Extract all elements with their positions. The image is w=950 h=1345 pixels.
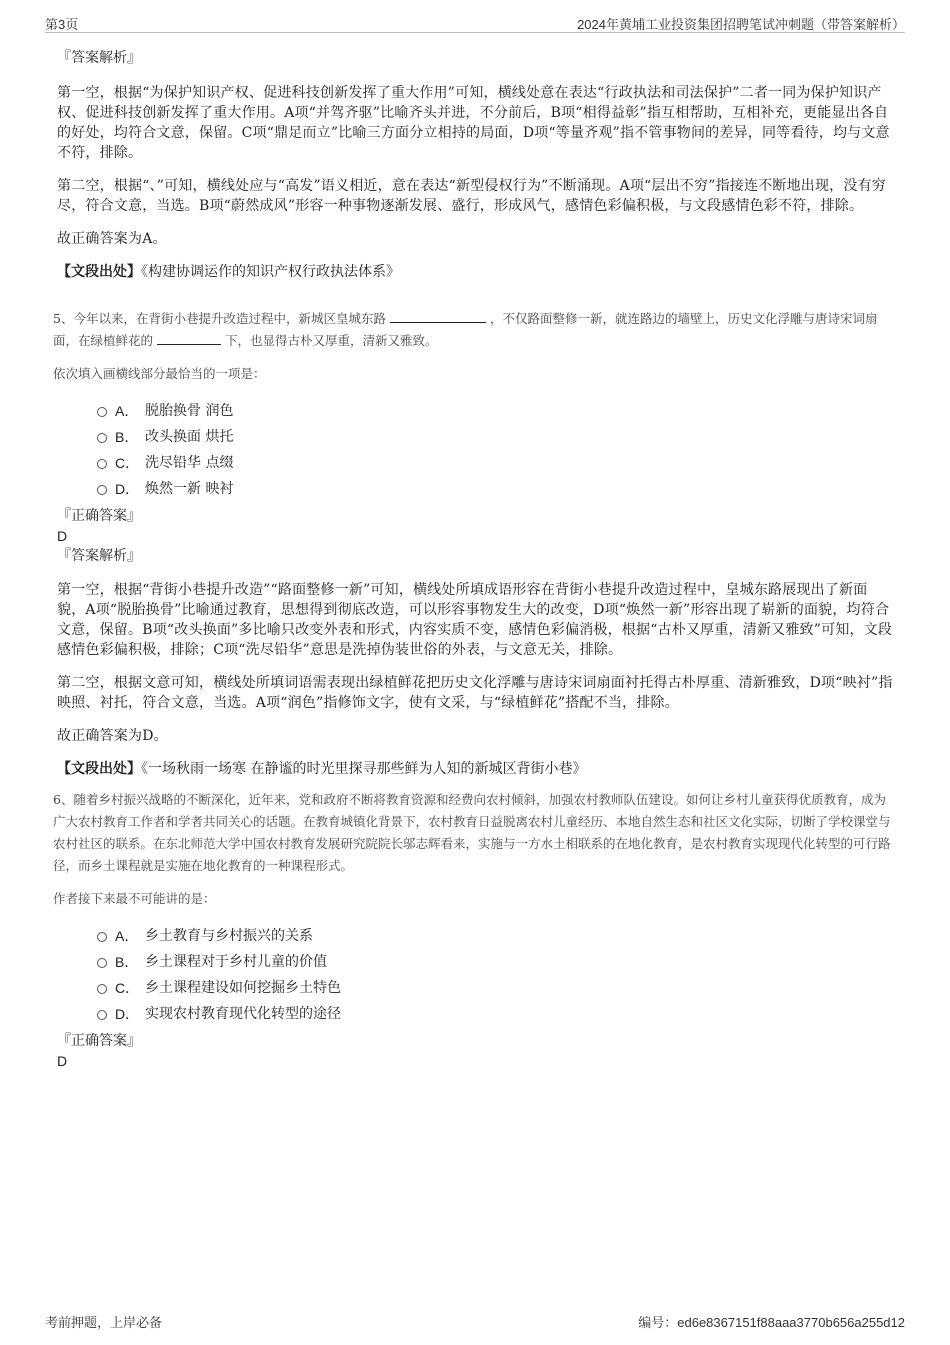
document-id: 编号：ed6e8367151f88aaa3770b656a255d12 <box>638 1315 905 1330</box>
question-stem: 6、随着乡村振兴战略的不断深化，近年来，党和政府不断将教育资源和经费向农村倾斜，加强农村教师队伍建设。如何让乡村儿童获得优质教育，成为广大农村教育工作者和学者共同关心的话题。在教育城镇化背景下，农村教育日益脱离农村儿童经历、本地自然生态和社区文化实际，切断了学校课堂与农村社区的联系。在东北师范大学中国农村教育发展研究院院长邬志辉看来，实施与一方水土相联系的在地化教育，是农村教育实现现代化转型的可行路径，而乡土课程就是实施在地化教育的一种课程形式。 <box>53 792 891 873</box>
option-letter: A． <box>115 403 139 419</box>
radio-button-icon[interactable] <box>97 407 107 417</box>
option-letter: B． <box>115 429 139 445</box>
option-list <box>97 398 895 502</box>
option-letter: C． <box>115 980 140 996</box>
option-text: 乡土课程对于乡村儿童的价值 <box>145 954 327 970</box>
source-label: 【文段出处】 <box>57 761 141 777</box>
option-item[interactable] <box>97 949 895 975</box>
analysis-paragraph: 第一空，根据“为保护知识产权、促进科技创新发挥了重大作用”可知，横线处意在表达“行政执法和司法保护”二者一同为保护知识产权、促进科技创新发挥了重大作用。A项“并驾齐驱”比喻齐头并进，不分前后，B项“相得益彰”指互相帮助，互相补充，更能显出各自的好处，均符合文意，保留。C项“鼎足而立”比喻三方面分立相持的局面，D项“等量齐观”指不管事物间的差异，同等看待，均与文意不符，排除。 <box>57 85 890 161</box>
source-citation <box>57 262 895 282</box>
option-text: 洗尽铅华 点缀 <box>145 455 234 471</box>
option-text: 焕然一新 映衬 <box>145 481 234 497</box>
radio-button-icon[interactable] <box>97 958 107 968</box>
source-label: 【文段出处】 <box>57 264 141 280</box>
question-prompt: 依次填入画横线部分最恰当的一项是： <box>53 366 266 381</box>
analysis-paragraph: 第二空，根据文意可知，横线处所填词语需表现出绿植鲜花把历史文化浮雕与唐诗宋词扇面衬托得古朴厚重、清新雅致，D项“映衬”指映照、衬托，符合文意，当选。A项“润色”指修饰文字，使有文采，与“绿植鲜花”搭配不当，排除。 <box>57 675 893 711</box>
option-text: 实现农村教育现代化转型的途径 <box>145 1006 341 1022</box>
question-prompt: 作者接下来最不可能讲的是： <box>53 891 216 906</box>
radio-button-icon[interactable] <box>97 1010 107 1020</box>
document-body <box>53 42 895 1071</box>
analysis-label: 『答案解析』 <box>57 548 141 564</box>
footer-slogan: 考前押题，上岸必备 <box>45 1315 163 1330</box>
page-header <box>45 12 905 33</box>
analysis-paragraph: 第一空，根据“背街小巷提升改造”“路面整修一新”可知，横线处所填成语形容在背街小巷提升改造过程中，皇城东路展现出了新面貌，A项“脱胎换骨”比喻通过教育，思想得到彻底改造，可以形容事物发生大的改变，D项“焕然一新”形容出现了崭新的面貌，均符合文意，保留。B项“改头换面”多比喻只改变外表和形式，内容实质不变，感情色彩偏消极，根据“古朴又厚重，清新又雅致”可知，文段感情色彩偏积极，排除；C项“洗尽铅华”意思是洗掉伪装世俗的外表，与文意无关，排除。 <box>57 582 893 658</box>
correct-answer: D <box>57 528 68 544</box>
option-text: 脱胎换骨 润色 <box>145 403 234 419</box>
radio-button-icon[interactable] <box>97 984 107 994</box>
radio-button-icon[interactable] <box>97 459 107 469</box>
option-letter: A． <box>115 928 139 944</box>
option-text: 改头换面 烘托 <box>145 429 234 445</box>
option-item[interactable] <box>97 975 895 1001</box>
answer-conclusion: 故正确答案为A。 <box>57 231 167 247</box>
option-item[interactable] <box>97 1001 895 1027</box>
option-item[interactable] <box>97 923 895 949</box>
source-title: 《一场秋雨一场寒 在静谧的时光里探寻那些鲜为人知的新城区背街小巷》 <box>141 761 587 777</box>
option-letter: D． <box>115 1006 140 1022</box>
radio-button-icon[interactable] <box>97 433 107 443</box>
correct-answer-label: 『正确答案』 <box>57 1033 141 1049</box>
radio-button-icon[interactable] <box>97 932 107 942</box>
correct-answer-label: 『正确答案』 <box>57 508 141 524</box>
option-letter: C． <box>115 455 140 471</box>
page-footer <box>45 1312 905 1330</box>
correct-answer: D <box>57 1053 68 1069</box>
analysis-paragraph: 第二空，根据“、”可知，横线处应与“高发”语义相近，意在表达“新型侵权行为”不断涌现。A项“层出不穷”指接连不断地出现，没有穷尽，符合文意，当选。B项“蔚然成风”形容一种事物逐渐发展、盛行，形成风气，感情色彩偏积极，与文段感情色彩不符，排除。 <box>57 178 886 214</box>
option-item[interactable] <box>97 398 895 424</box>
answer-conclusion: 故正确答案为D。 <box>57 728 168 744</box>
option-item[interactable] <box>97 450 895 476</box>
option-text: 乡土教育与乡村振兴的关系 <box>145 928 313 944</box>
source-title: 《构建协调运作的知识产权行政执法体系》 <box>141 264 400 280</box>
analysis-label: 『答案解析』 <box>57 50 141 66</box>
document-title: 2024年黄埔工业投资集团招聘笔试冲刺题（带答案解析） <box>577 17 905 32</box>
option-letter: D． <box>115 481 140 497</box>
radio-button-icon[interactable] <box>97 485 107 495</box>
source-citation <box>57 759 895 779</box>
option-item[interactable] <box>97 424 895 450</box>
option-list <box>97 923 895 1027</box>
fill-blank-2 <box>157 332 221 345</box>
option-text: 乡土课程建设如何挖掘乡土特色 <box>145 980 341 996</box>
option-letter: B． <box>115 954 139 970</box>
page-number: 第3页 <box>45 17 79 32</box>
question-stem: 5、今年以来，在背街小巷提升改造过程中，新城区皇城东路 ，不仅路面整修一新，就连路边的墙壁上，历史文化浮雕与唐诗宋词扇面，在绿植鲜花的 下，也显得古朴又厚重，清新又雅致。 <box>53 311 878 348</box>
option-item[interactable] <box>97 476 895 502</box>
fill-blank-1 <box>390 310 486 323</box>
